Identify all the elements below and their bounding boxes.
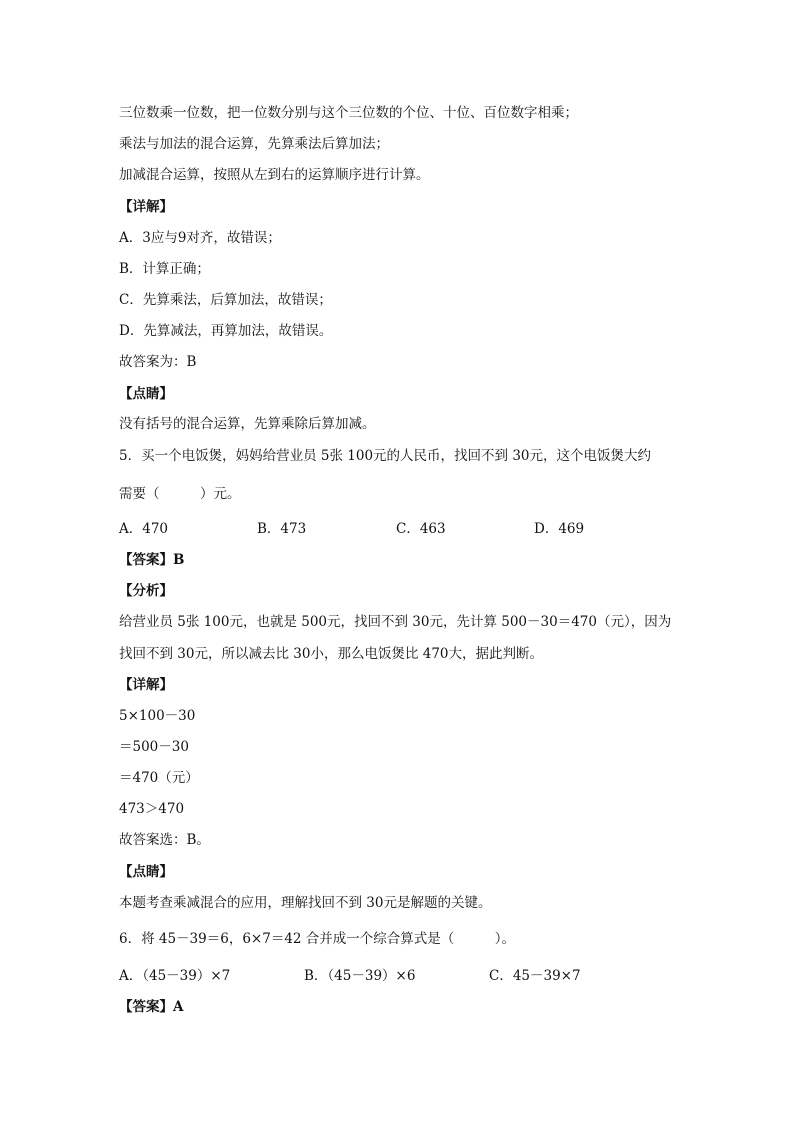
q6-answer-heading: 【答案】A xyxy=(119,999,184,1015)
q4-detail-a: A．3应与9对齐，故错误； xyxy=(119,230,281,246)
q4-answer-text: 故答案为：B xyxy=(119,354,197,370)
q5-option-d: D．469 xyxy=(534,521,585,537)
q5-calc-line-1: 5×100－30 xyxy=(119,708,196,724)
q5-option-c: C．463 xyxy=(396,521,446,537)
q6-stem: 6．将 45－39＝6，6×7＝42 合并成一个综合算式是（ ）。 xyxy=(119,931,516,947)
q5-stem-line-1: 5．买一个电饭煲，妈妈给营业员 5张 100元的人民币，找回不到 30元，这个电饭煲大约 xyxy=(119,448,651,464)
q6-option-a: A．（45－39）×7 xyxy=(119,968,231,984)
q5-answer-text: 故答案选：B。 xyxy=(119,832,210,848)
q5-detail-heading: 【详解】 xyxy=(119,677,173,693)
q5-calc-line-2: ＝500－30 xyxy=(119,739,189,755)
q4-detail-b: B．计算正确； xyxy=(119,261,210,277)
intro-line-2: 乘法与加法的混合运算，先算乘法后算加法； xyxy=(119,136,389,152)
q6-option-b: B．（45－39）×6 xyxy=(304,968,416,984)
q5-comment-heading: 【点睛】 xyxy=(119,864,173,880)
q5-stem-line-2: 需要（ ）元。 xyxy=(119,486,241,502)
q5-option-a: A．470 xyxy=(119,521,169,537)
q5-answer-heading: 【答案】B xyxy=(119,552,185,568)
intro-line-1: 三位数乘一位数，把一位数分别与这个三位数的个位、十位、百位数字相乘； xyxy=(119,105,578,121)
q6-option-c: C．45－39×7 xyxy=(489,968,581,984)
q5-calc-line-3: ＝470（元） xyxy=(119,770,199,786)
q4-detail-d: D．先算减法，再算加法，故错误。 xyxy=(119,323,333,339)
q5-calc-line-4: 473＞470 xyxy=(119,801,185,817)
q4-comment-text: 没有括号的混合运算，先算乘除后算加减。 xyxy=(119,416,376,432)
q5-comment-text: 本题考查乘减混合的应用，理解找回不到 30元是解题的关键。 xyxy=(119,895,492,911)
q5-analysis-line-1: 给营业员 5张 100元，也就是 500元，找回不到 30元，先计算 500－30＝470（元），因为 xyxy=(119,614,672,630)
intro-line-3: 加减混合运算，按照从左到右的运算顺序进行计算。 xyxy=(119,167,430,183)
q5-analysis-heading: 【分析】 xyxy=(119,583,173,599)
q4-detail-heading: 【详解】 xyxy=(119,199,173,215)
q4-comment-heading: 【点睛】 xyxy=(119,386,173,402)
q5-analysis-line-2: 找回不到 30元，所以减去比 30小，那么电饭煲比 470大，据此判断。 xyxy=(119,646,543,662)
q5-option-b: B．473 xyxy=(257,521,307,537)
q4-detail-c: C．先算乘法，后算加法，故错误； xyxy=(119,292,332,308)
